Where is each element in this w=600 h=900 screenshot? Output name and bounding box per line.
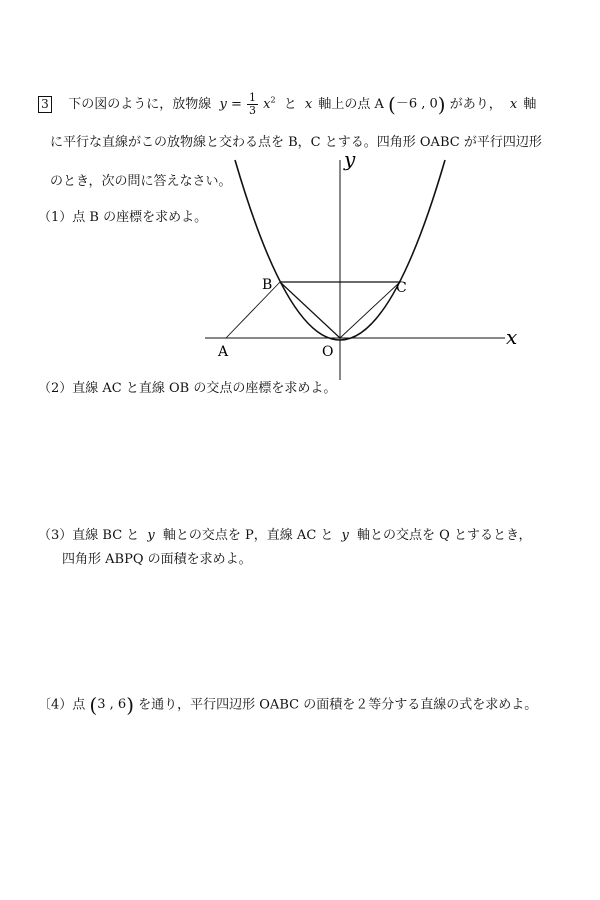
point-b-label: B xyxy=(262,277,273,293)
origin-label: O xyxy=(322,344,334,360)
y-variable: y xyxy=(147,528,155,543)
intro-line-3: のとき，次の問に答えなさい。 xyxy=(50,174,232,189)
point-coords: 3 , 6 xyxy=(97,697,127,712)
x-axis-label: x xyxy=(506,325,518,349)
point-c-label: C xyxy=(396,280,407,296)
x-variable-2: x xyxy=(509,97,518,112)
right-paren: ) xyxy=(437,92,446,117)
question-3-text-c: 軸との交点を Q とするとき， xyxy=(357,528,532,543)
equation-variable: x xyxy=(263,97,271,112)
segment-ob xyxy=(280,282,340,338)
parabola-figure xyxy=(0,0,600,400)
equation-equals: = xyxy=(230,97,242,112)
question-4-text-b: を通り，平行四辺形 OABC の面積を２等分する直線の式を求めよ。 xyxy=(138,697,538,713)
question-1: （1）点 B の座標を求めよ。 xyxy=(38,210,208,225)
y-axis-label: y xyxy=(344,147,356,171)
equation-lhs: y xyxy=(219,97,227,112)
question-3-text-b: 軸との交点を P，直線 AC と xyxy=(162,528,334,543)
intro-text-3: 軸上の点 A xyxy=(318,97,384,112)
question-3-line-1 xyxy=(38,528,531,544)
question-4-text-a: 〔4）点 xyxy=(38,697,86,713)
question-4 xyxy=(38,693,538,717)
question-3-text-a: （3）直線 BC と xyxy=(38,528,140,543)
intro-text-2: と xyxy=(283,97,297,112)
segment-oc xyxy=(340,282,400,338)
question-2: （2）直線 AC と直線 OB の交点の座標を求めよ。 xyxy=(38,381,337,396)
left-paren: ( xyxy=(388,92,396,117)
right-paren: ) xyxy=(126,693,134,717)
equation-exponent: 2 xyxy=(270,95,276,105)
fraction-denominator: 3 xyxy=(248,104,256,117)
left-paren: ( xyxy=(89,693,98,717)
y-variable-2: y xyxy=(341,528,349,543)
problem-number: 3 xyxy=(38,96,52,113)
intro-line-2: に平行な直線がこの放物線と交わる点を B，C とする。四角形 OABC が平行四辺形 xyxy=(50,135,542,150)
intro-text-1: 下の図のように，放物線 xyxy=(68,97,212,112)
question-3-line-2: 四角形 ABPQ の面積を求めよ。 xyxy=(62,552,252,567)
fraction-numerator: 1 xyxy=(248,91,256,104)
point-a-coords: －6 , 0 xyxy=(395,96,438,112)
intro-text-4: があり， xyxy=(449,97,502,112)
intro-text-5: 軸 xyxy=(523,97,537,112)
point-a-label: A xyxy=(218,344,229,360)
x-variable: x xyxy=(304,97,313,112)
